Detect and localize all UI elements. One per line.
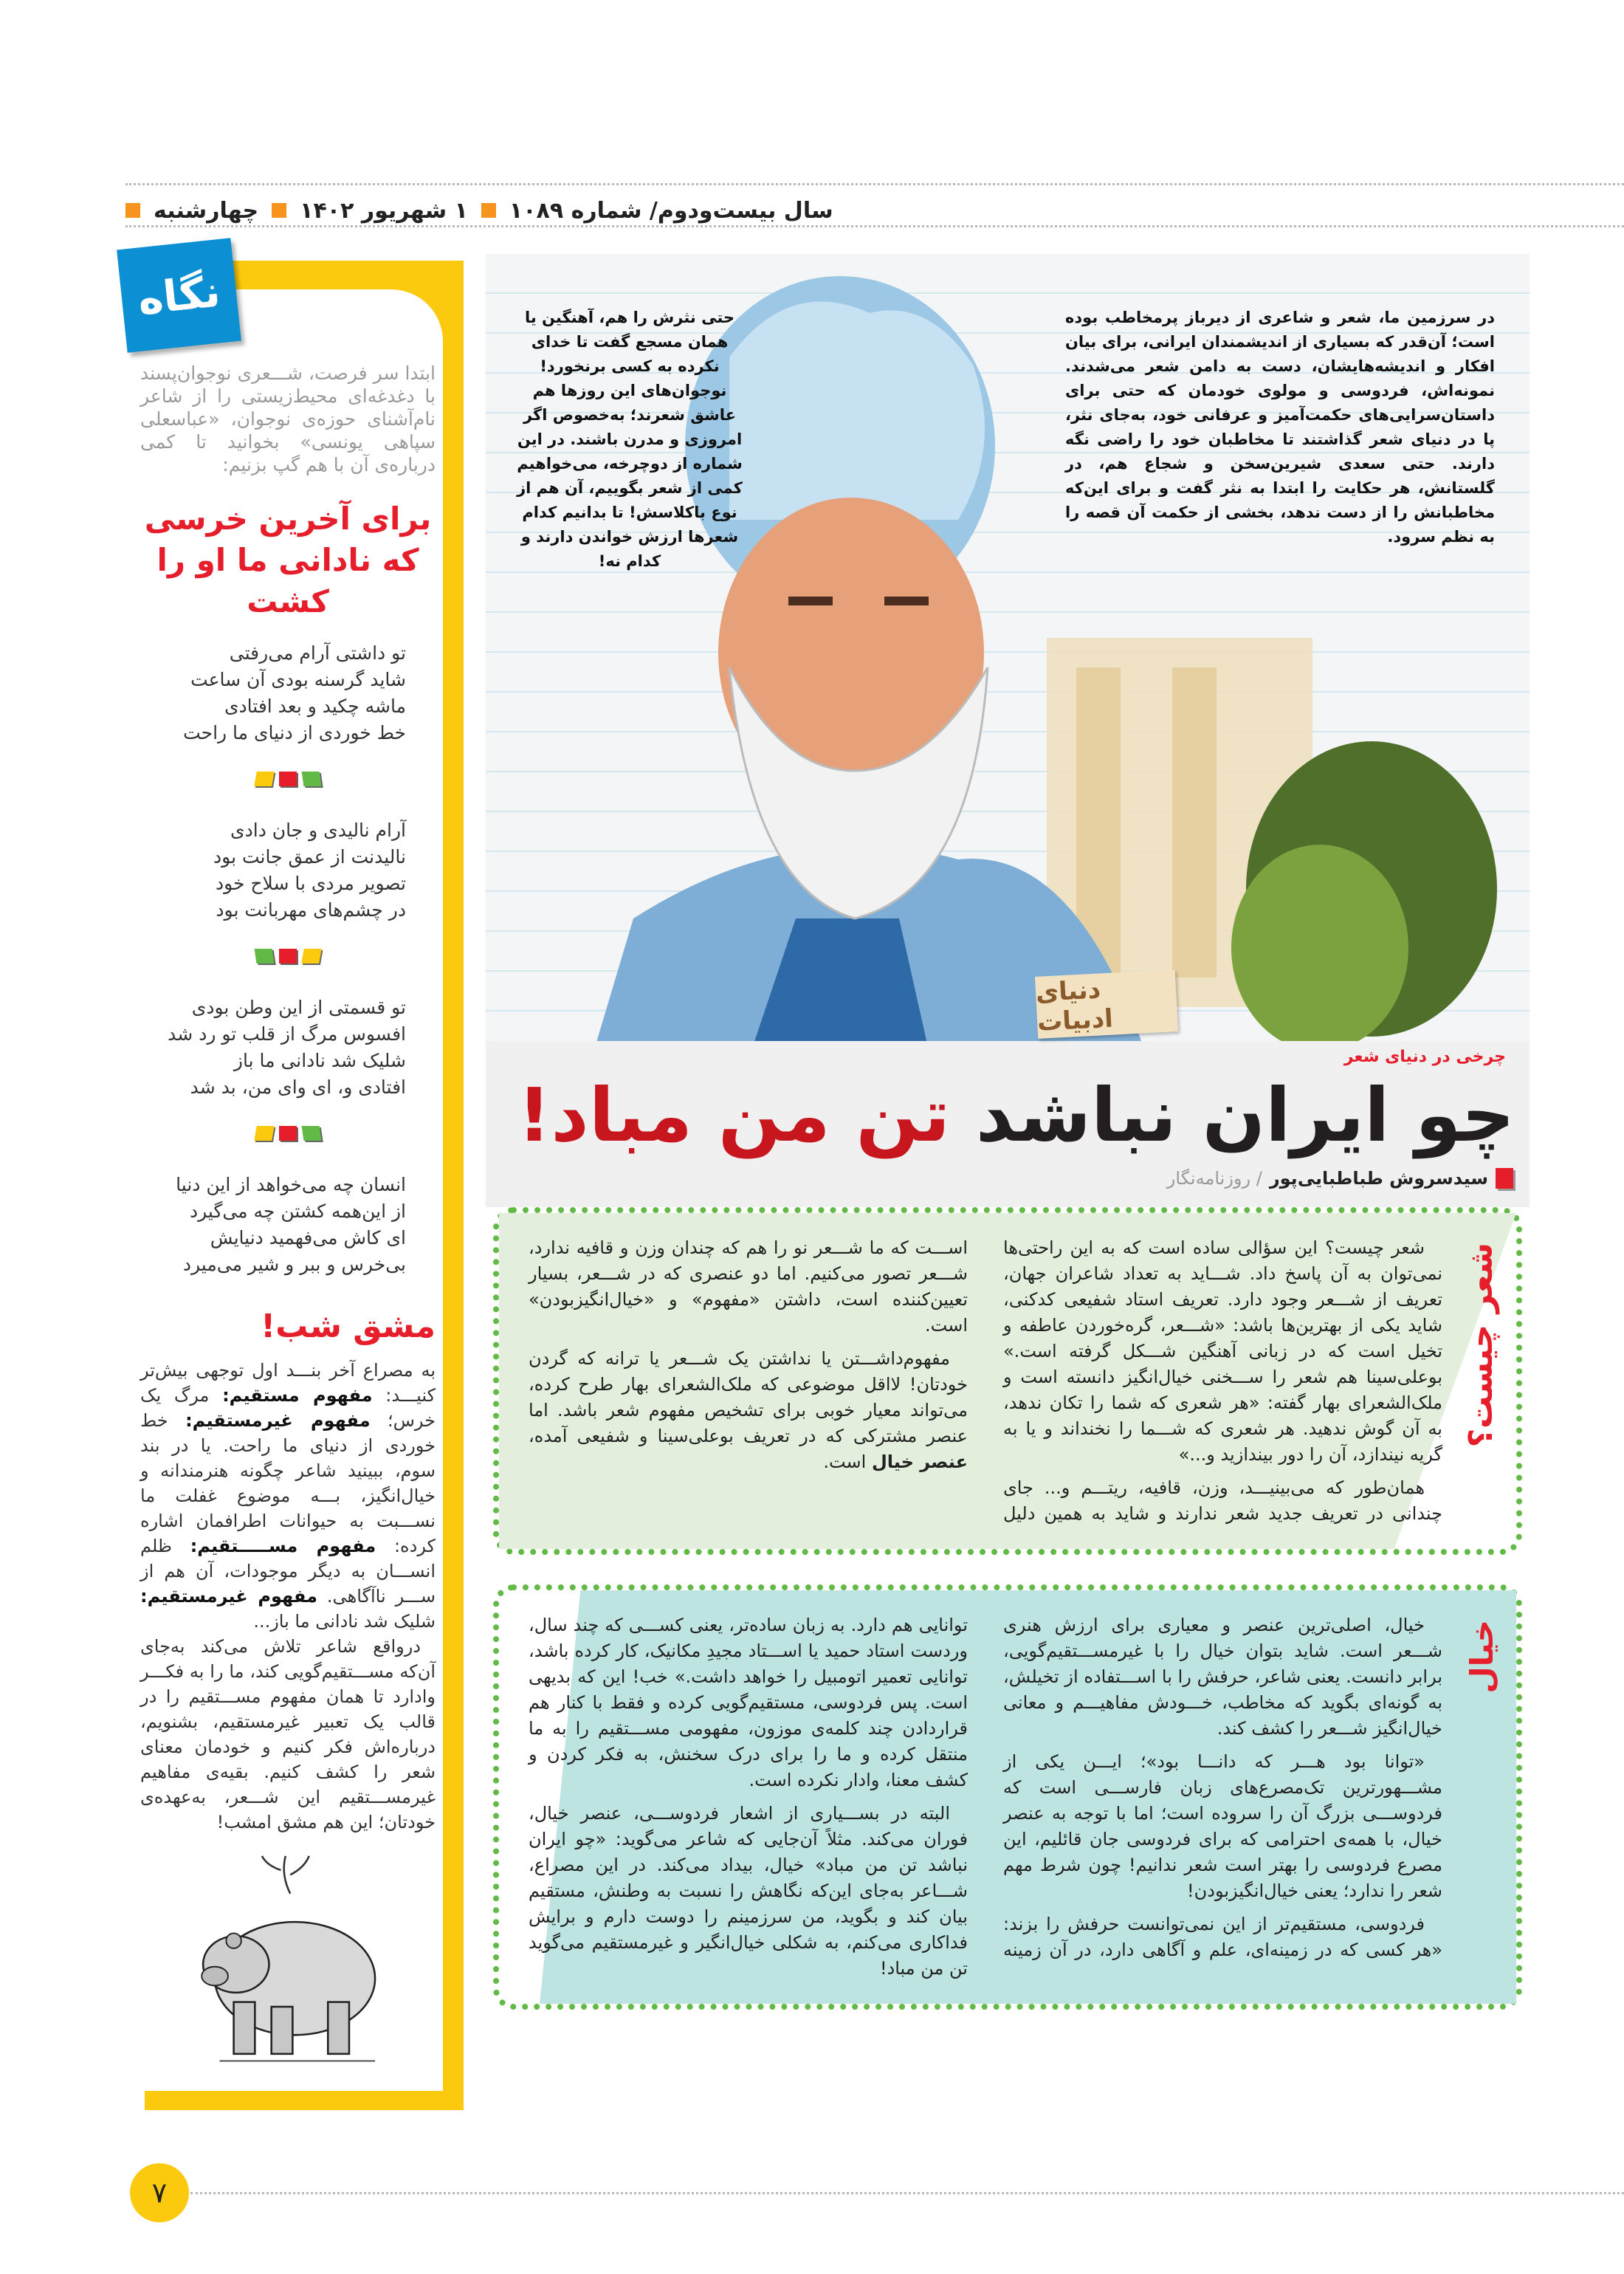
footer-rule <box>190 2192 1624 2194</box>
poem-stanza-4 <box>140 1172 436 1278</box>
section2-dotted-frame <box>493 1584 1522 2010</box>
title-black-part: چو ایران نباشد <box>975 1072 1515 1158</box>
header-issue: سال بیست‌ودوم/ شماره ۱۰۸۹ <box>509 197 833 224</box>
bold-term: عنصر خیال <box>871 1452 968 1472</box>
byline-square-icon <box>1496 1168 1513 1189</box>
exercise-text <box>140 1358 436 1835</box>
poem-line: افسوس مرگ از قلب تو رد شد <box>168 1023 406 1045</box>
poem-line: تو داشتی آرام می‌رفتی <box>229 642 406 664</box>
poem-line: نالیدنت از عمق جانت بود <box>213 846 406 868</box>
paragraph: همان‌طور که می‌بینیـــد، وزن، قافیه، ریتـــم و... جای چندانی در تعریف جدید شعر ندارند و شاید به همین دلیل اســـت که ما شـــعر نو را هم که چندان وزن و قافیه ندارد، شـــعر تصور می‌کنیم. اما دو عنصری که در شـــعر، بسیار تعیین‌کننده است، داشتن «مفهوم» و «خیال‌انگیزبودن» است. <box>529 1237 1442 1524</box>
paragraph: «توانا بود هـــر که دانـــا بود»؛ ایـــن یکی از مشـــهورترین تک‌مصرع‌های زبان فارســـی است که فردوســـی بزرگ آن را سروده است؛ اما با توجه به عنصر خیال، با همه‌ی احترامی که برای فردوسی جان قائلیم، این مصرع فردوسی را بهتر است شعر ندانیم! چون شرط مهم شعر را ندارد؛ یعنی خیال‌انگیزبودن! <box>1003 1751 1442 1901</box>
text: مرگ یک خرس؛ <box>140 1385 436 1431</box>
paragraph: خیال، اصلی‌ترین عنصر و معیاری برای ارزش هنری شـــعر است. شاید بتوان خیال را با غیرمســـتقیم‌گویی، برابر دانست. یعنی شاعر، حرفش را با اســـتفاده از تخیلش، به گونه‌ای بگوید که مخاطب، خـــودش مفاهیـــم و معانی خیال‌انگیز شـــعر را کشف کند. <box>1003 1615 1442 1739</box>
hero-intro-left: حتی نثرش را هم، آهنگین یا همان مسجع گفت تا خدای نکرده به کسی برنخورد! نوجوان‌های این روزها هم عاشق شعرند؛ به‌خصوص اگر امروزی و مدرن باشند. در این شماره از دوچرخه، می‌خواهیم کمی از شعر بگوییم، آن هم از نوع باکلاسش! تا بدانیم کدام شعرها ارزش خواندن دارند و کدام نه! <box>517 309 743 570</box>
paragraph: فردوسی، مستقیم‌تر از این نمی‌توانست حرفش را بزند: «هر کسی که در زمینه‌ای، علم و آگاهی دارد، در آن زمینه توانایی هم دارد. به زبان ساده‌تر، یعنی کســـی که چند سال، وردست استاد حمید یا اســـتاد مجیدِ مکانیک، کار کرده باشد، توانایی تعمیر اتومبیل را خواهد داشت.» خب! این که بدیهی است. پس فردوسی، مستقیم‌گویی کرده و فقط با کنار هم قراردادن چند کلمه‌ی موزون، مفهومی مســـتقیم را به ما منتقل کرده و ما را برای درک سخنش، به فکر کردن و کشف معنا، وادار نکرده است. <box>529 1615 1442 1960</box>
poem-line: ای کاش می‌فهمید دنیایش <box>210 1227 406 1248</box>
poem-stanza-1 <box>140 640 436 746</box>
poem-line: خط خوردی از دنیای ما راحت <box>183 722 406 743</box>
stanza-divider-icon <box>255 1126 320 1142</box>
bullet-square-icon <box>272 203 286 218</box>
byline <box>1167 1167 1513 1190</box>
section2-columns <box>529 1612 1442 1982</box>
text: خط خوردی از دنیای ما راحت. یا در بند سوم، ببینید شاعر چگونه هنرمندانه و خیال‌انگیز، بـــه موضوع غفلت ما نســـبت به حیوانات اطرافمان اشاره کرده: <box>140 1410 436 1556</box>
bear-illustration <box>166 1847 410 2068</box>
text: مفهوم‌داشـــتن یا نداشتن یک شـــعر یا ترانه که گردن خودتان! لااقل موضوعی که ملک‌الشعرای بهار طرح کرده، می‌تواند معیار خوبی برای تشخیص مفهوم شعر باشد. اما عنصر مشترکی که در تعریف بوعلی‌سینا و شفیعی آمده، <box>529 1348 968 1446</box>
article-title <box>517 1072 1515 1159</box>
poem-line: بی‌خرس و ببر و شیر می‌میرد <box>182 1254 406 1275</box>
section-tag-negah: نگاه <box>117 238 241 352</box>
paragraph <box>529 1346 968 1475</box>
section1-columns <box>529 1235 1442 1527</box>
paragraph: البته در بســـیاری از اشعار فردوســـی، عنصر خیال، فوران می‌کند. مثلاً آن‌جایی که شاعر می‌گوید: «چو ایران نباشد تن من مباد» خیال، بیداد می‌کند. در این مصراع، شـــاعر به‌جای این‌که نگاهش را نسبت به وطنش، مستقیم بیان کند و بگوید، من سرزمینم را دوست دارم و برایش فداکاری می‌کنم، به شکلی خیال‌انگیر و غیرمستقیم می‌گوید تن من مباد! <box>529 1803 968 1979</box>
bold-term: مفهوم مستقیم: <box>222 1385 373 1406</box>
text: شلیک شد نادانی ما باز... <box>253 1611 436 1632</box>
poem-line: تصویر مردی با سلاح خود <box>215 873 406 894</box>
poem-stanza-3 <box>140 995 436 1101</box>
bold-term: مفهوم غیرمستقیم: <box>185 1410 371 1431</box>
issue-header <box>125 193 1188 227</box>
poem-line: در چشم‌های مهربانت بود <box>216 899 406 921</box>
section-tag-literature: دنیای ادبیات <box>1035 969 1178 1039</box>
poem-line: شلیک شد نادانی ما باز <box>233 1050 406 1071</box>
bold-term: مفهوم مســـــتقیم: <box>190 1536 376 1556</box>
article-body <box>493 1207 1522 2010</box>
exercise-title: مشق شب! <box>261 1308 436 1345</box>
poem-line: آرام نالیدی و جان دادی <box>230 820 406 841</box>
bold-term: مفهوم غیرمستقیم: <box>140 1586 317 1607</box>
section2-label: خیال <box>1464 1620 1500 1694</box>
poem-line: شاید گرسنه بودی آن ساعت <box>190 669 406 690</box>
bullet-square-icon <box>125 203 140 218</box>
author-role: / روزنامه‌نگار <box>1166 1168 1262 1189</box>
poem-line: تو قسمتی از این وطن بودی <box>191 997 406 1018</box>
sidebar-intro: ابتدا سر فرصت، شـــعری نوجوان‌پسند با دغدغه‌ای محیط‌زیستی را از شاعر نام‌آشنای حوزه‌ی نوجوان، «عباسعلی سپاهی یونسی» بخوانید تا کمی درباره‌ی آن با هم گپ بزنیم: <box>140 363 436 475</box>
header-rule-top <box>125 183 1624 185</box>
section1-label: شعر چیست؟ <box>1462 1243 1500 1448</box>
poem-stanza-2 <box>140 817 436 924</box>
poem-line: از این‌همه کشتن چه می‌گیرد <box>189 1200 406 1222</box>
header-rule-bottom <box>125 225 1624 227</box>
hero-illustration <box>486 254 1530 1116</box>
header-day: چهارشنبه <box>154 197 259 224</box>
poem-line: افتادی و، ای وای من، بد شد <box>190 1076 406 1098</box>
section1-dotted-frame <box>493 1207 1522 1555</box>
poem-title-line-1: برای آخرین خرسی <box>144 501 432 537</box>
text: است. <box>823 1452 872 1472</box>
author-name: سیدسروش طباطبایی‌پور <box>1269 1168 1488 1189</box>
exercise-paragraph-2: درواقع شاعر تلاش می‌کند به‌جای آن‌که مســـتقیم‌گویی کند، ما را به فکـــر وادارد تا همان مفهوم مســـتقیم را در قالب یک تعبیر غیرمستقیم، بشنویم، درباره‌اش فکر کنیم و خودمان معنای شعر را کشف کنیم. بقیه‌ی مفاهیم غیرمســـتقیم این شـــعر، به‌عهده‌ی خودتان؛ این هم مشق امشب! <box>140 1636 436 1832</box>
poem-line: انسان چه می‌خواهد از این دنیا <box>176 1174 406 1195</box>
poem-title <box>140 498 436 622</box>
title-red-part: تن من مباد! <box>517 1072 951 1158</box>
article-kicker: چرخی در دنیای شعر <box>1343 1048 1506 1066</box>
sidebar-content <box>140 362 436 2068</box>
header-date: ۱ شهریور ۱۴۰۲ <box>300 197 468 224</box>
poem-title-line-2: که نادانی ما او را کشت <box>156 542 419 619</box>
text: ظلم انســـان به دیگر موجودات، آن هم از ســـر ناآگاهی. <box>140 1536 436 1607</box>
poem-line: ماشه چکید و بعد افتادی <box>224 695 406 717</box>
hero-intro-right: در سرزمین ما، شعر و شاعری از دیرباز پرمخاطب بوده است؛ آن‌قدر که بسیاری از اندیشمندان ایرانی، برای بیان افکار و اندیشه‌هایشان، دست به دامن شعر می‌شدند. نمونه‌اش، فردوسی و مولوی خودمان که حتی برای داستان‌سرایی‌های حکمت‌آمیز و عرفانی خود، به‌جای نثر، پا در دنیای شعر گذاشتند تا مخاطبان خود را راضی نگه دارند. حتی سعدی شیرین‌سخن و شجاع هم، در گلستانش، هر حکایت را ابتدا به نثر گفت و برای این‌که مخاطبانش را از دست ندهد، بخشی از حکمت آن قصه را به نظم سرود. <box>1065 309 1495 546</box>
stanza-divider-icon <box>255 772 320 788</box>
text: به مصراع آخر بنـــد اول توجهی بیش‌تر کنیـــد: <box>140 1360 436 1406</box>
page-number: ۷ <box>130 2163 189 2222</box>
paragraph: شعر چیست؟ این سؤالی ساده است که به این راحتی‌ها نمی‌توان به آن پاسخ داد. شـــاید به تعداد شاعران جهان، تعریف از شـــعر وجود دارد. تعریف استاد شفیعی کدکنی، شاید یکی از بهترین‌ها باشد: «شـــعر، گره‌خوردن عاطفه و تخیل است که در زبانی آهنگین شـــکل گرفته است.» بوعلی‌سینا هم شعر را ســـخنی خیال‌انگیز دانسته است و ملک‌الشعرای بهار گفته: «هر شعری که شما را تکان ندهد، به آن گوش ندهید. هر شعری که شـــما را نخنداند و یا به گریه نیندازد، آن را دور بیندازید و...» <box>1003 1237 1442 1465</box>
bullet-square-icon <box>481 203 496 218</box>
stanza-divider-icon <box>255 949 320 965</box>
